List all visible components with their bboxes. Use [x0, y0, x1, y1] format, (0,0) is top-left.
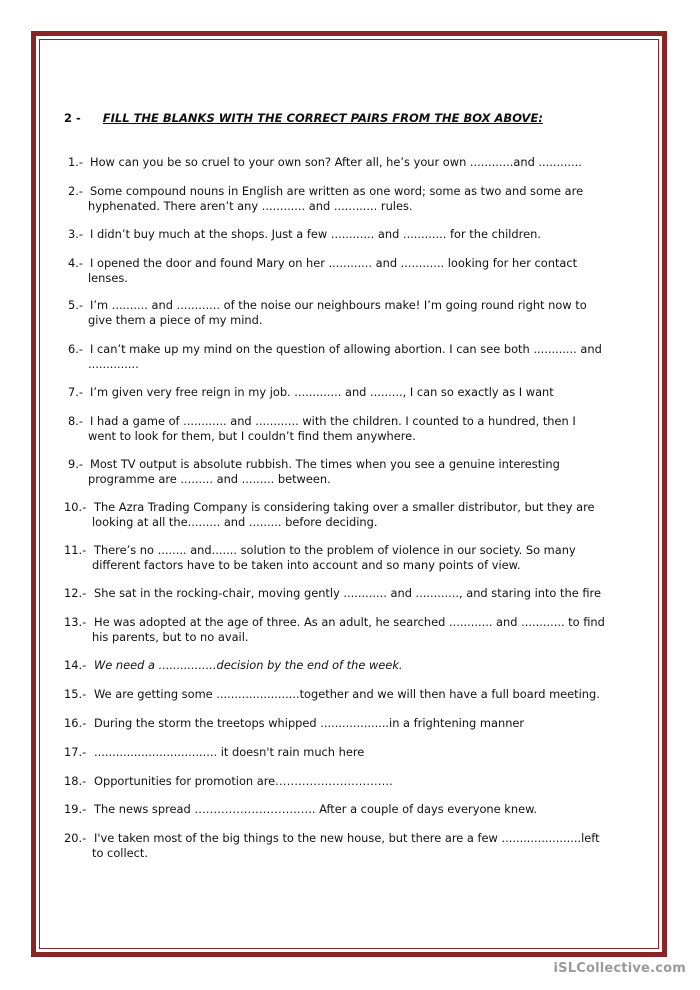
exercise-item: [64, 457, 644, 487]
item-number: 18.-: [64, 774, 87, 788]
exercise-item: [64, 716, 644, 731]
exercise-item: [64, 155, 644, 170]
item-number: 6.-: [68, 342, 83, 356]
item-text: The Azra Trading Company is considering taking over a smaller distributor, but they are: [94, 500, 595, 514]
item-text-continued: hyphenated. There aren’t any ............ and ............ rules.: [88, 199, 413, 213]
item-text: Most TV output is absolute rubbish. The times when you see a genuine interesting: [90, 457, 560, 471]
item-number: 13.-: [64, 615, 87, 629]
item-text: I didn’t buy much at the shops. Just a few ............ and ............ for the children.: [90, 227, 541, 241]
item-number: 3.-: [68, 227, 83, 241]
item-text-continued: programme are ......... and ......... between.: [88, 472, 331, 486]
item-number: 4.-: [68, 256, 83, 270]
item-text: During the storm the treetops whipped ...................in a frightening manner: [94, 716, 525, 730]
exercise-item: [64, 342, 644, 372]
exercise-item: [64, 831, 644, 861]
exercise-item: [64, 414, 644, 444]
item-text: The news spread ………………………….. After a couple of days everyone knew.: [94, 802, 537, 816]
item-number: 1.-: [68, 155, 83, 169]
item-number: 14.-: [64, 658, 87, 672]
item-text: She sat in the rocking-chair, moving gently ............ and ............, and staring into the fire: [94, 586, 601, 600]
item-text: I've taken most of the big things to the new house, but there are a few ......................left: [94, 831, 600, 845]
item-text: How can you be so cruel to your own son? After all, he’s your own ............and ............: [90, 155, 582, 169]
exercise-item: [64, 687, 644, 702]
item-text: I’m .......... and ............ of the noise our neighbours make! I’m going round right now to: [90, 298, 587, 312]
exercise-item: [64, 543, 644, 573]
watermark: iSLCollective.com: [553, 961, 686, 976]
item-number: 2.-: [68, 184, 83, 198]
item-text: We need a ................decision by the end of the week.: [94, 658, 403, 672]
item-text: I opened the door and found Mary on her ............ and ............ looking for her contact: [90, 256, 578, 270]
item-number: 8.-: [68, 414, 83, 428]
exercise-item: [64, 615, 644, 645]
item-text-continued: to collect.: [92, 846, 148, 860]
item-text-continued: lenses.: [88, 271, 128, 285]
item-text-continued: give them a piece of my mind.: [88, 313, 263, 327]
exercise-item: [64, 500, 644, 530]
item-number: 16.-: [64, 716, 87, 730]
item-text-continued: different factors have to be taken into account and so many points of view.: [92, 558, 521, 572]
item-text: .................................. it doesn't rain much here: [94, 745, 365, 759]
exercise-heading: [64, 111, 543, 125]
exercise-item: [64, 256, 644, 286]
item-text: Some compound nouns in English are written as one word; some as two and some are: [90, 184, 584, 198]
exercise-item: [64, 227, 644, 242]
item-text: There’s no ........ and....... solution to the problem of violence in our society. So many: [94, 543, 576, 557]
exercise-item: [64, 586, 644, 601]
exercise-item: [64, 298, 644, 328]
item-number: 19.-: [64, 802, 87, 816]
item-text-continued: ..............: [88, 357, 139, 371]
item-number: 11.-: [64, 543, 87, 557]
item-number: 5.-: [68, 298, 83, 312]
item-text-continued: went to look for them, but I couldn’t find them anywhere.: [88, 429, 416, 443]
exercise-item: [64, 658, 644, 673]
item-text: Opportunities for promotion are………………………….: [94, 774, 393, 788]
item-number: 15.-: [64, 687, 87, 701]
item-text-continued: his parents, but to no avail.: [92, 630, 249, 644]
exercise-item: [64, 184, 644, 214]
item-number: 10.-: [64, 500, 87, 514]
item-number: 17.-: [64, 745, 87, 759]
exercise-item: [64, 774, 644, 789]
exercise-title: FILL THE BLANKS WITH THE CORRECT PAIRS FROM THE BOX ABOVE:: [102, 111, 543, 125]
item-number: 7.-: [68, 385, 83, 399]
item-text: He was adopted at the age of three. As an adult, he searched ............ and ............ to find: [94, 615, 605, 629]
item-number: 9.-: [68, 457, 83, 471]
item-number: 20.-: [64, 831, 87, 845]
exercise-item: [64, 385, 644, 400]
item-text-continued: looking at all the......... and ......... before deciding.: [92, 515, 378, 529]
item-text: I’m given very free reign in my job. ............. and ........., I can so exactly as I want: [90, 385, 554, 399]
exercise-item: [64, 802, 644, 817]
item-number: 12.-: [64, 586, 87, 600]
exercise-item: [64, 745, 644, 760]
item-text: I had a game of ............ and ............ with the children. I counted to a hundred, then I: [90, 414, 576, 428]
exercise-number: 2 -: [64, 111, 81, 125]
item-text: I can’t make up my mind on the question of allowing abortion. I can see both ............ and: [90, 342, 602, 356]
item-text: We are getting some .......................together and we will then have a full board meeting.: [94, 687, 600, 701]
